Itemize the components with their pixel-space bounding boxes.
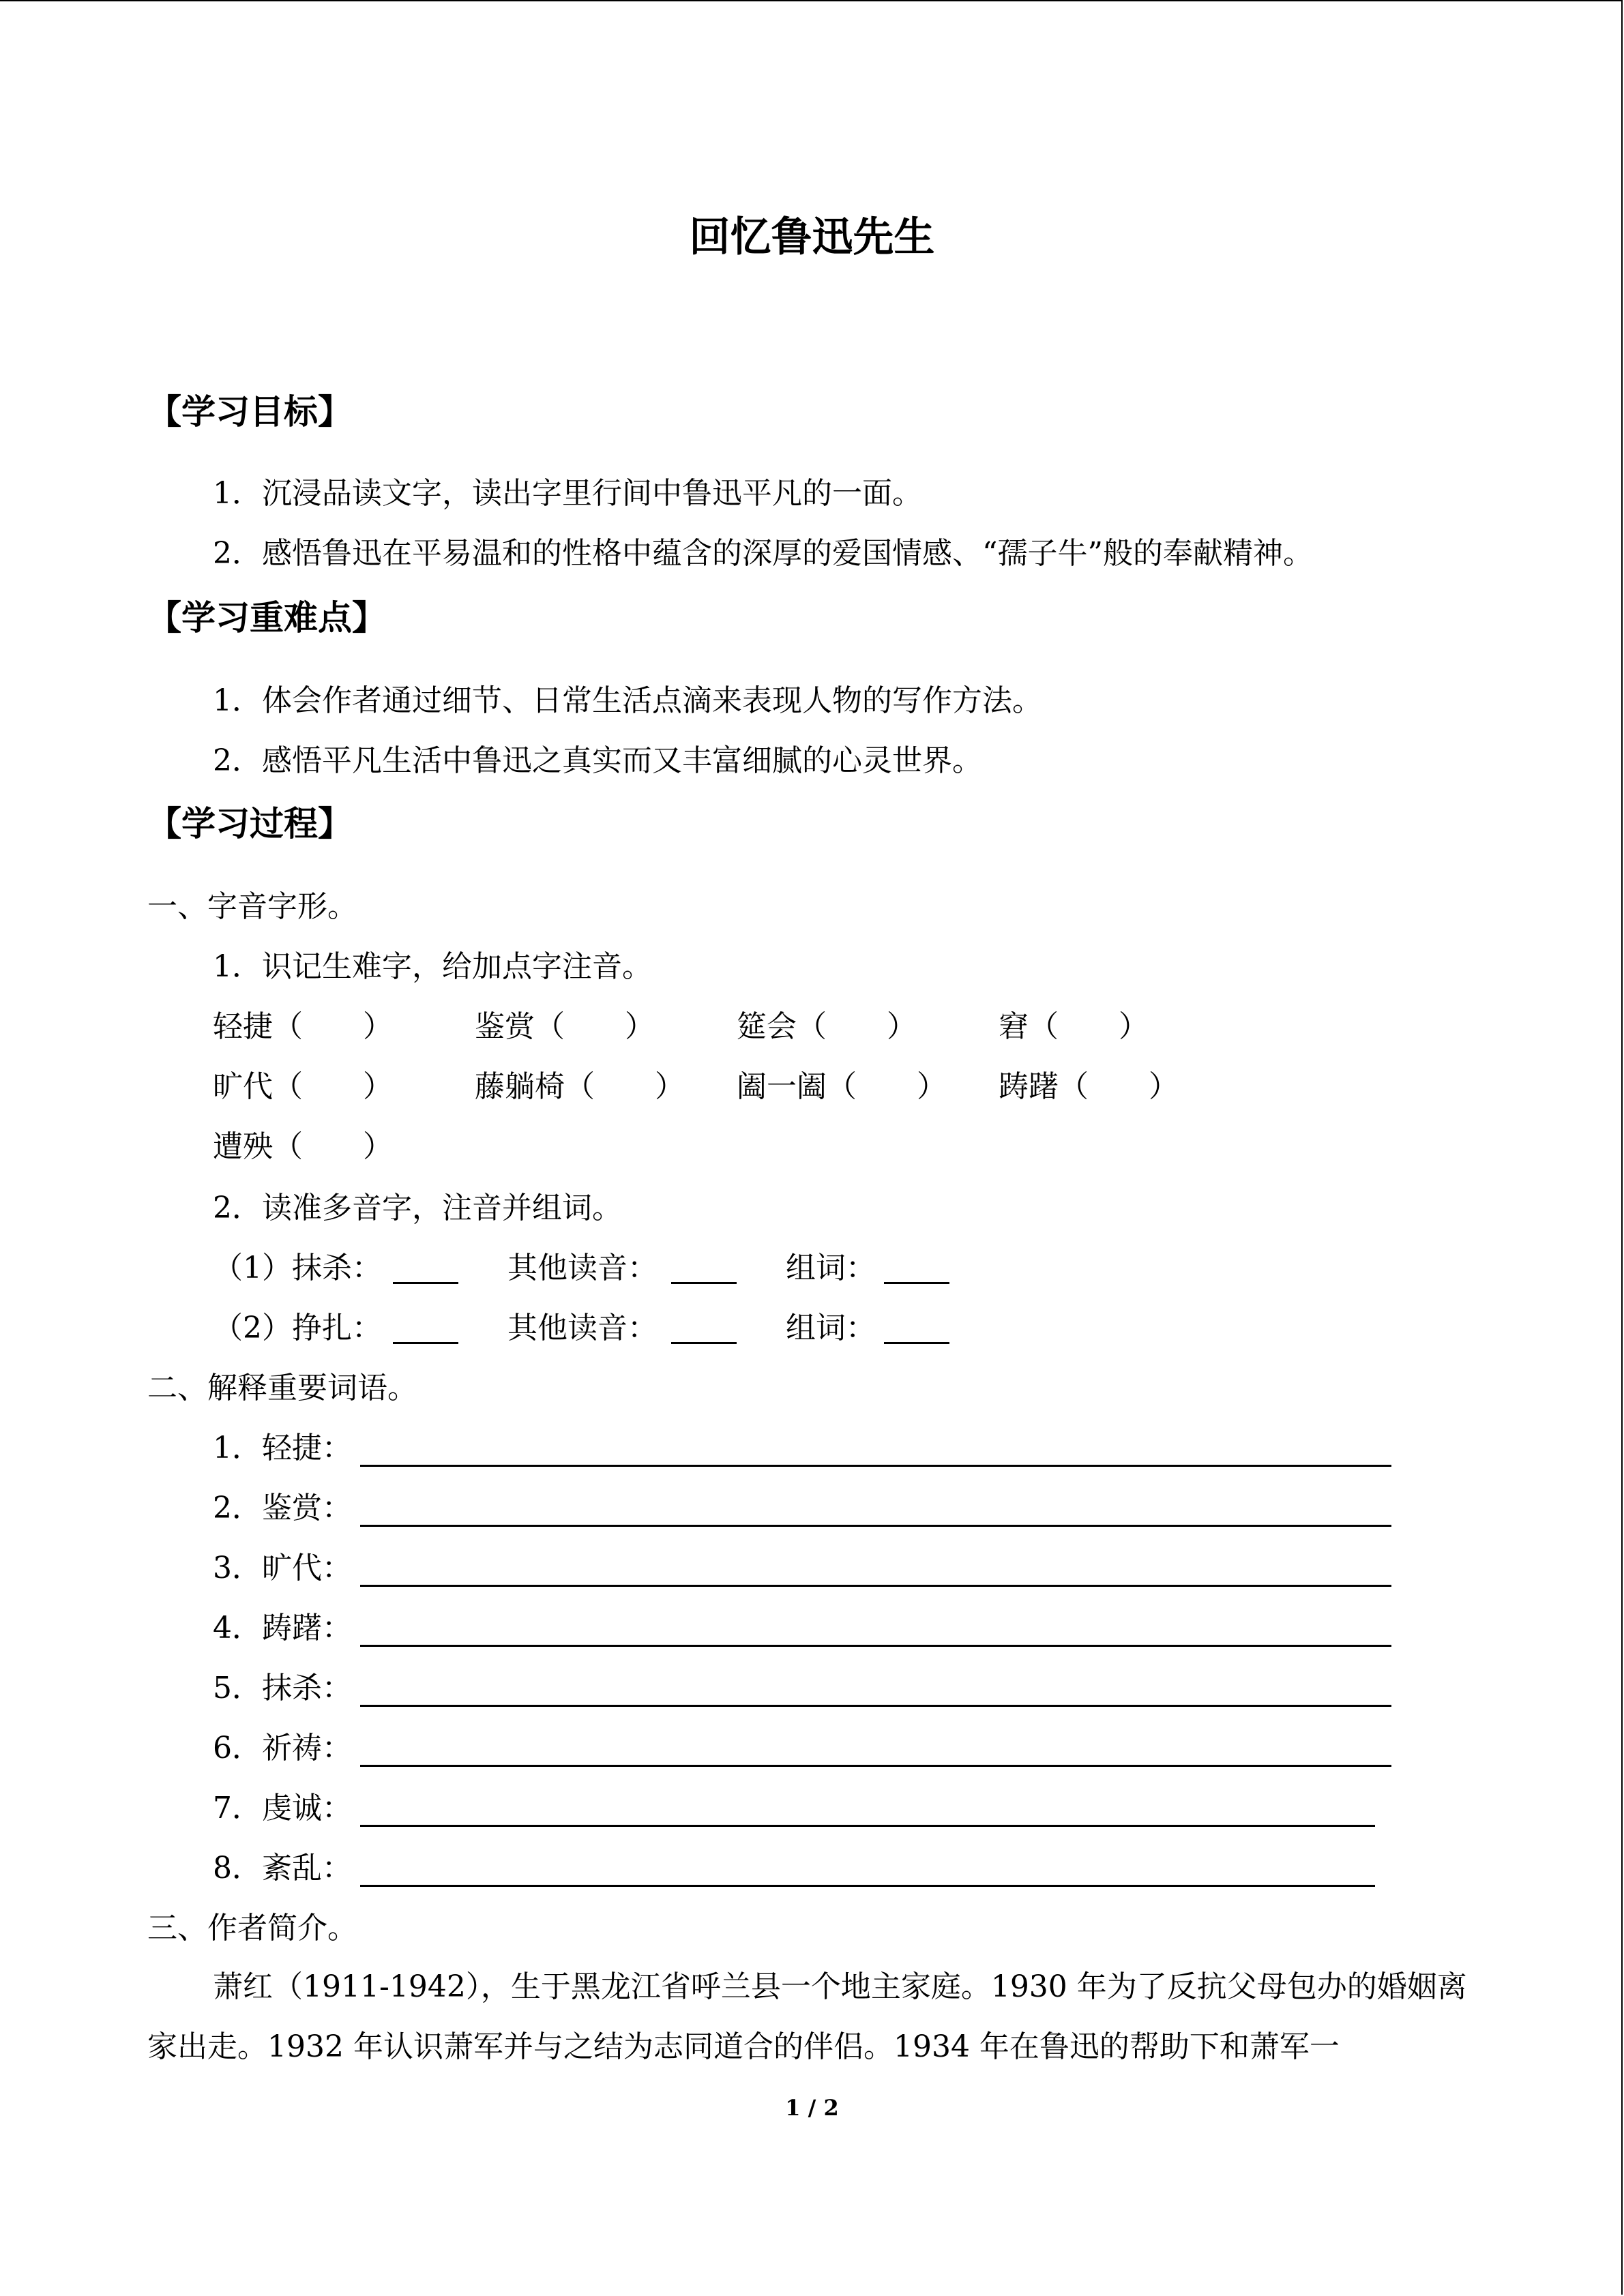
word-tengtangyi: 藤躺椅（ ）	[475, 1069, 685, 1104]
word-chouchu: 踌躇（ ）	[999, 1069, 1179, 1104]
definition-line-3[interactable]	[360, 1585, 1391, 1587]
term-5: 5．抹杀：	[213, 1671, 352, 1705]
part3-heading: 三、作者简介。	[147, 1911, 357, 1945]
definition-line-8[interactable]	[360, 1885, 1375, 1887]
poly-2-compose-label: 组词：	[786, 1311, 876, 1345]
poly-2-other-label: 其他读音：	[507, 1311, 658, 1345]
definition-line-4[interactable]	[360, 1645, 1391, 1647]
word-yanhui: 筵会（ ）	[737, 1009, 917, 1044]
word-jiong: 窘（ ）	[999, 1009, 1149, 1044]
goal-item-2: 2．感悟鲁迅在平易温和的性格中蕴含的深厚的爱国情感、“孺子牛”般的奉献精神。	[213, 536, 1313, 571]
term-1: 1．轻捷：	[213, 1431, 352, 1465]
definition-line-5[interactable]	[360, 1705, 1391, 1707]
definition-line-7[interactable]	[360, 1825, 1375, 1827]
poly-2-blank-compose[interactable]	[884, 1312, 949, 1344]
term-3: 3．旷代：	[213, 1551, 352, 1585]
term-7: 7．虔诚：	[213, 1791, 352, 1825]
section-heading-goals: 【学习目标】	[147, 392, 352, 432]
term-4: 4．踌躇：	[213, 1611, 352, 1645]
poly-1-blank-reading[interactable]	[393, 1252, 458, 1284]
page-number: 1 / 2	[785, 2095, 839, 2121]
section-heading-key-points: 【学习重难点】	[147, 598, 386, 638]
poly-1-compose-label: 组词：	[786, 1251, 876, 1285]
word-heyihe: 阖一阖（ ）	[737, 1069, 947, 1104]
poly-2-label: （2）挣扎：	[213, 1311, 382, 1345]
part2-heading: 二、解释重要词语。	[147, 1371, 417, 1405]
part1-question-2: 2．读准多音字，注音并组词。	[213, 1191, 622, 1225]
part1-heading: 一、字音字形。	[147, 889, 357, 924]
poly-1-label: （1）抹杀：	[213, 1251, 382, 1285]
word-qingjie: 轻捷（ ）	[213, 1009, 393, 1044]
poly-1-other-label: 其他读音：	[507, 1251, 658, 1285]
term-2: 2．鉴赏：	[213, 1491, 352, 1525]
definition-line-2[interactable]	[360, 1525, 1391, 1527]
term-8: 8．紊乱：	[213, 1851, 352, 1885]
term-6: 6．祈祷：	[213, 1731, 352, 1765]
poly-1-blank-other[interactable]	[671, 1252, 737, 1284]
page-title: 回忆鲁迅先生	[689, 213, 935, 261]
author-bio-paragraph: 萧红（1911-1942），生于黑龙江省呼兰县一个地主家庭。1930 年为了反抗父母包办的婚姻离家出走。1932 年认识萧军并与之结为志同道合的伴侣。1934 年在鲁迅的帮助下和萧军一	[147, 1969, 1467, 2064]
key-point-item-2: 2．感悟平凡生活中鲁迅之真实而又丰富细腻的心灵世界。	[213, 743, 982, 778]
part1-question-1: 1．识记生难字，给加点字注音。	[213, 949, 652, 984]
poly-2-blank-other[interactable]	[671, 1312, 737, 1344]
word-zaoyang: 遭殃（ ）	[213, 1129, 393, 1164]
key-point-item-1: 1．体会作者通过细节、日常生活点滴来表现人物的写作方法。	[213, 683, 1042, 718]
poly-2-blank-reading[interactable]	[393, 1312, 458, 1344]
word-kuangdai: 旷代（ ）	[213, 1069, 393, 1104]
word-jianshang: 鉴赏（ ）	[475, 1009, 655, 1044]
definition-line-6[interactable]	[360, 1765, 1391, 1767]
poly-1-blank-compose[interactable]	[884, 1252, 949, 1284]
definition-line-1[interactable]	[360, 1465, 1391, 1467]
goal-item-1: 1．沉浸品读文字，读出字里行间中鲁迅平凡的一面。	[213, 476, 922, 511]
section-heading-process: 【学习过程】	[147, 804, 352, 844]
